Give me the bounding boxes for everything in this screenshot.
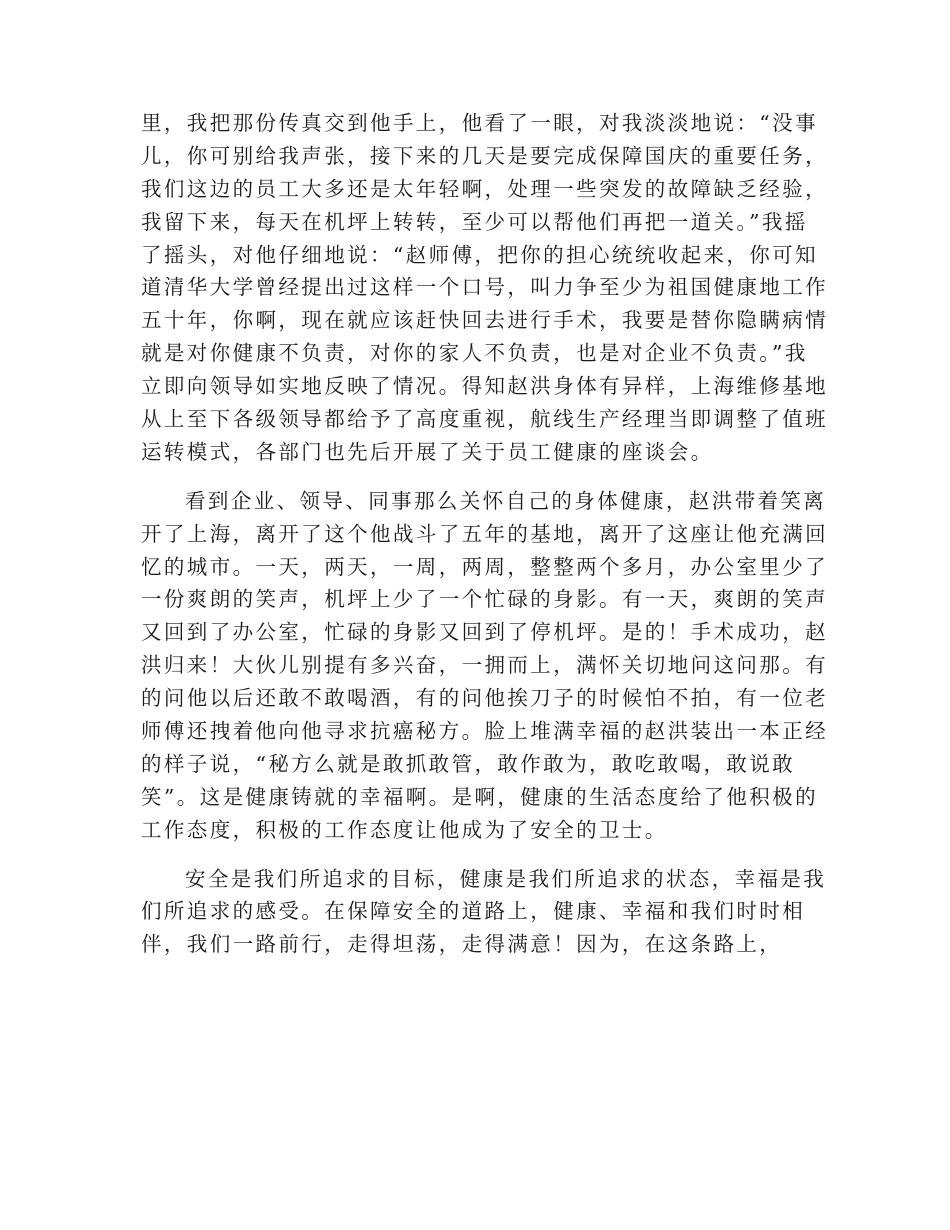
text-line: 运转模式，各部门也先后开展了关于员工健康的座谈会。: [141, 439, 714, 464]
text-line: 看到企业、领导、同事那么关怀自己的身体健康，赵洪带着笑离: [185, 488, 827, 513]
text-line: 我们这边的员工大多还是太年轻啊，处理一些突发的故障缺乏经验，: [141, 176, 828, 201]
text-line: 师傅还拽着他向他寻求抗癌秘方。脸上堆满幸福的赵洪装出一本正经: [141, 719, 828, 744]
text-line: 五十年，你啊，现在就应该赶快回去进行手术，我要是替你隐瞒病情: [141, 308, 828, 333]
paragraph: [141, 107, 828, 469]
text-line: 里，我把那份传真交到他手上，他看了一眼，对我淡淡地说：“没事: [141, 111, 818, 135]
body-text: [141, 107, 828, 961]
text-line: 忆的城市。一天，两天，一周，两周，整整两个多月，办公室里少了: [141, 554, 828, 579]
text-line: 了摇头，对他仔细地说：“赵师傅，把你的担心统统收起来，你可知: [141, 242, 818, 267]
paragraph-gap: [141, 469, 801, 485]
text-line: 开了上海，离开了这个他战斗了五年的基地，离开了这座让他充满回: [141, 521, 828, 546]
paragraph-gap: [141, 847, 801, 863]
text-line: 洪归来！大伙儿别提有多兴奋，一拥而上，满怀关切地问这问那。有: [141, 653, 828, 678]
text-line: 又回到了办公室，忙碌的身影又回到了停机坪。是的！手术成功，赵: [141, 620, 828, 645]
text-line: 伴，我们一路前行，走得坦荡，走得满意！因为，在这条路上，: [141, 932, 783, 957]
paragraph: [141, 863, 827, 962]
text-line: 笑”。这是健康铸就的幸福啊。是啊，健康的生活态度给了他积极的: [141, 784, 818, 809]
text-line: 一份爽朗的笑声，机坪上少了一个忙碌的身影。有一天，爽朗的笑声: [141, 587, 828, 612]
text-line: 就是对你健康不负责，对你的家人不负责，也是对企业不负责。”我: [141, 341, 808, 366]
text-line: 我留下来，每天在机坪上转转，至少可以帮他们再把一道关。”我摇: [141, 209, 808, 234]
text-line: 安全是我们所追求的目标，健康是我们所追求的状态，幸福是我: [185, 866, 827, 891]
text-line: 的样子说，“秘方么就是敢抓敢管，敢作敢为，敢吃敢喝，敢说敢: [141, 751, 796, 776]
text-line: 立即向领导如实地反映了情况。得知赵洪身体有异样，上海维修基地: [141, 374, 828, 399]
text-line: 从上至下各级领导都给予了高度重视，航线生产经理当即调整了值班: [141, 407, 828, 432]
text-line: 儿，你可别给我声张，接下来的几天是要完成保障国庆的重要任务，: [141, 143, 828, 168]
paragraph: [141, 485, 828, 847]
text-line: 的问他以后还敢不敢喝酒，有的问他挨刀子的时候怕不拍，有一位老: [141, 686, 828, 711]
text-line: 们所追求的感受。在保障安全的道路上，健康、幸福和我们时时相: [141, 899, 806, 924]
text-line: 道清华大学曾经提出过这样一个口号，叫力争至少为祖国健康地工作: [141, 275, 828, 300]
text-line: 工作态度，积极的工作态度让他成为了安全的卫士。: [141, 817, 668, 842]
